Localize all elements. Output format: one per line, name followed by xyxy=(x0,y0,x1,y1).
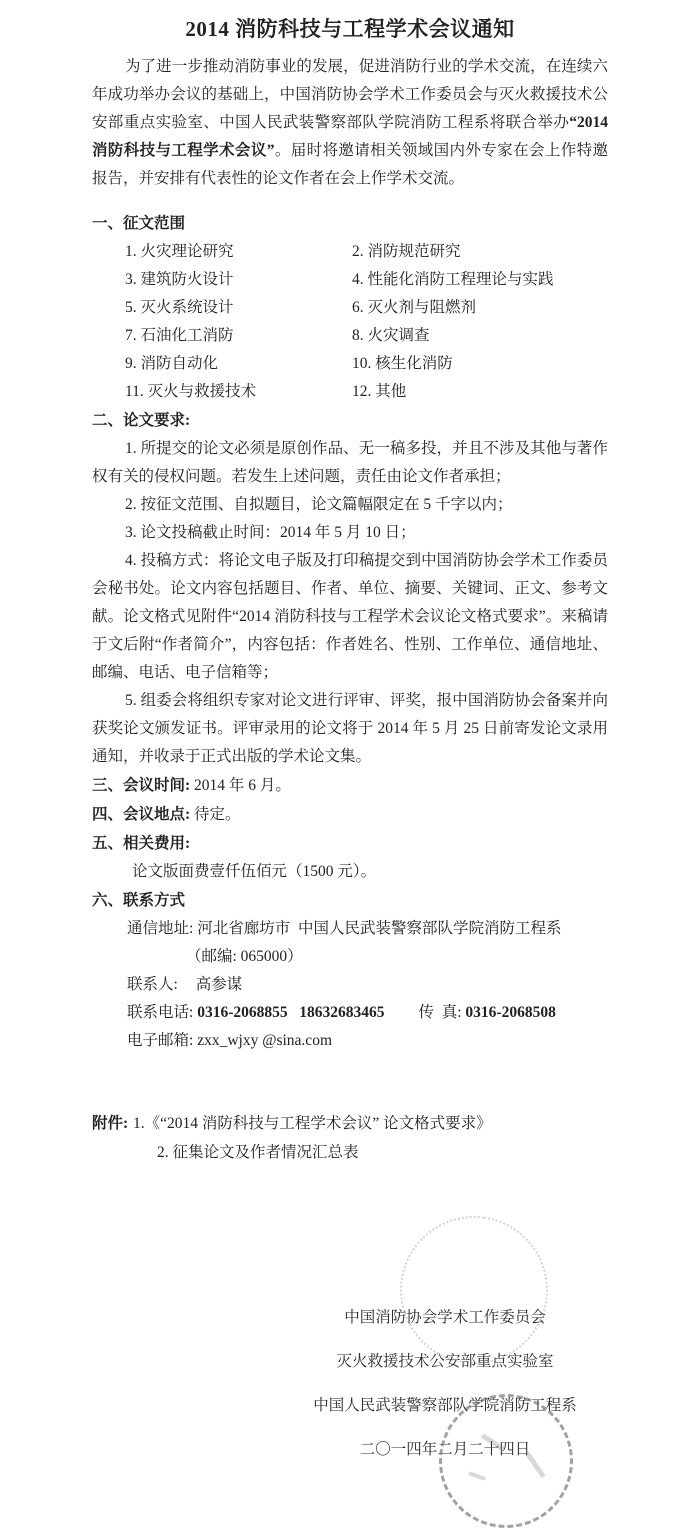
scope-item-12: 12. 其他 xyxy=(352,382,407,400)
fax-label: 传 真: xyxy=(418,1003,466,1021)
page-title: 2014 消防科技与工程学术会议通知 xyxy=(185,17,515,41)
phone-numbers: 0316-2068855 18632683465 xyxy=(197,1003,385,1021)
scope-item-4: 4. 性能化消防工程理论与实践 xyxy=(352,270,554,288)
attachments-block xyxy=(92,1109,608,1167)
scope-item-10: 10. 核生化消防 xyxy=(352,354,453,372)
scope-item-5: 5. 灭火系统设计 xyxy=(125,298,234,316)
stamp-ink-smudge-icon xyxy=(468,1471,486,1481)
signature-org-1: 中国消防协会学术工作委员会 xyxy=(344,1309,546,1326)
meeting-time-label: 三、会议时间: xyxy=(92,776,195,794)
paper-requirement-2: 2. 按征文范围、自拟题目，论文篇幅限定在 5 千字以内； xyxy=(125,495,513,513)
signature-date: 二〇一四年二月二十四日 xyxy=(359,1441,531,1458)
meeting-place-value: 待定。 xyxy=(194,805,241,823)
intro-paragraph xyxy=(92,53,608,193)
attachment-item-1: 1.《“2014 消防科技与工程学术会议” 论文格式要求》 xyxy=(133,1114,492,1132)
scope-item-6: 6. 灭火剂与阻燃剂 xyxy=(352,298,477,316)
contact-person-line xyxy=(127,971,608,999)
contact-email-line xyxy=(127,1027,608,1055)
intro-conference-name-bold: “2014 消防科技与工程学术会议” xyxy=(92,114,608,159)
paper-requirement-1: 1. 所提交的论文必须是原创作品、无一稿多投，并且不涉及其他与著作权有关的侵权问题。若发生上述问题，责任由论文作者承担； xyxy=(92,439,608,485)
contact-person-value: 高参谋 xyxy=(195,975,243,993)
contact-phone-line xyxy=(127,999,608,1027)
intro-text-pre: 为了进一步推动消防事业的发展，促进消防行业的学术交流，在连续六年成功举办会议的基础上，中国消防协会学术工作委员会与灭火救援技术公安部重点实验室、中国人民武装警察部队学院消防工程系将联合举办 xyxy=(92,58,608,131)
section-2-heading: 二、论文要求: xyxy=(92,411,191,429)
signature-block xyxy=(255,1296,635,1472)
address-value: 河北省廊坊市 中国人民武装警察部队学院消防工程系 xyxy=(197,919,562,937)
signature-org-2: 灭火救援技术公安部重点实验室 xyxy=(336,1353,554,1370)
email-value: zxx_wjxy @sina.com xyxy=(197,1031,332,1049)
scope-item-1: 1. 火灾理论研究 xyxy=(125,242,234,260)
attachment-row-1 xyxy=(92,1109,608,1138)
meeting-time-value: 2014 年 6 月。 xyxy=(194,776,291,794)
meeting-place-label: 四、会议地点: xyxy=(92,805,195,823)
phone-label: 联系电话: xyxy=(127,1003,198,1021)
intro-text-post: 。届时将邀请相关领域国内外专家在会上作特邀报告，并安排有代表性的论文作者在会上作学术交流。 xyxy=(92,142,608,187)
signature-org-3: 中国人民武装警察部队学院消防工程系 xyxy=(313,1397,577,1414)
scope-item-8: 8. 火灾调查 xyxy=(352,326,430,344)
section-1-heading: 一、征文范围 xyxy=(92,214,186,232)
contact-person-label: 联系人: xyxy=(127,975,182,993)
scope-item-7: 7. 石油化工消防 xyxy=(125,326,234,344)
page-fee-line: 论文版面费壹仟伍佰元（1500 元）。 xyxy=(132,862,377,880)
scope-item-9: 9. 消防自动化 xyxy=(125,354,219,372)
section-3-heading xyxy=(92,771,608,800)
section-4-heading xyxy=(92,800,608,829)
scope-item-11: 11. 灭火与救援技术 xyxy=(125,382,257,400)
fax-number: 0316-2068508 xyxy=(465,1003,556,1021)
attachments-label: 附件: xyxy=(92,1114,129,1132)
paper-requirement-3: 3. 论文投稿截止时间：2014 年 5 月 10 日； xyxy=(125,523,416,541)
paper-requirement-5: 5. 组委会将组织专家对论文进行评审、评奖，报中国消防协会备案并向获奖论文颁发证书。评审录用的论文将于 2014 年 5 月 25 日前寄发论文录用通知，并收录于正式出版的学术论文集。 xyxy=(92,691,608,765)
attachment-item-2: 2. 征集论文及作者情况汇总表 xyxy=(157,1143,359,1161)
email-label: 电子邮箱: xyxy=(127,1031,198,1049)
scope-item-2: 2. 消防规范研究 xyxy=(352,242,461,260)
section-5-heading: 五、相关费用: xyxy=(92,834,191,852)
contact-postcode-line: （邮编: 065000） xyxy=(186,947,303,965)
call-for-papers-scope-list xyxy=(125,238,608,406)
contact-block xyxy=(92,915,608,1055)
contact-address-line xyxy=(127,915,608,943)
address-label: 通信地址: xyxy=(127,919,198,937)
scope-item-3: 3. 建筑防火设计 xyxy=(125,270,234,288)
paper-requirement-4: 4. 投稿方式：将论文电子版及打印稿提交到中国消防协会学术工作委员会秘书处。论文内容包括题目、作者、单位、摘要、关键词、正文、参考文献。论文格式见附件“2014 消防科技与工程学术会议论文格式要求”。来稿请于文后附“作者简介”，内容包括：作者姓名、性别、工作单位、通信地址、邮编、电话、电子信箱等； xyxy=(92,551,608,681)
section-6-heading: 六、联系方式 xyxy=(92,891,186,909)
